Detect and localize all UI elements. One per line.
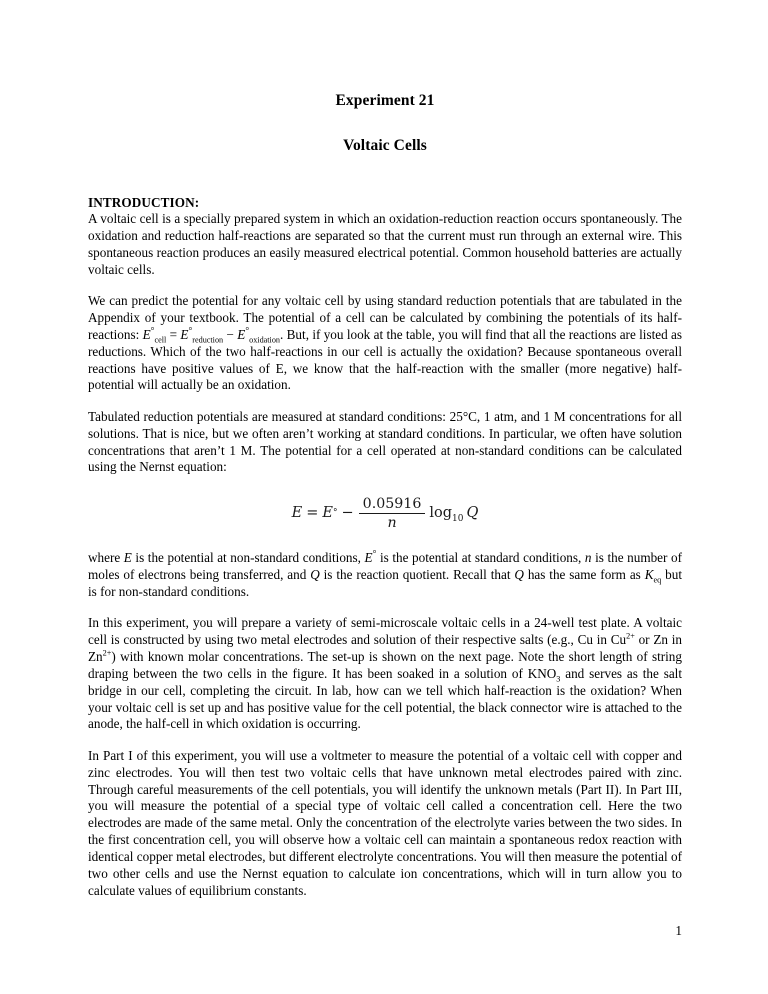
- experiment-title: Experiment 21: [335, 92, 435, 109]
- p2-minus: −: [223, 326, 238, 342]
- p4-var-E-nonstandard: E: [123, 550, 132, 566]
- page-content: [88, 0, 682, 900]
- equation-lhs-E: E: [291, 505, 303, 522]
- p2-subscript-oxidation: oxidation: [249, 335, 280, 345]
- p2-symbol-E-cell: E: [142, 326, 151, 342]
- paragraph-6: In Part I of this experiment, you will use a voltmeter to measure the potential of a voltaic cell with copper and zinc electrodes. You will then test two voltaic cells that have unknown metal electrodes paired with zinc. Through careful measurements of the cell potentials, you will identify the unknown metals (Part II). In Part III, you will measure the potential of a special type of voltaic cell called a concentration cell. Here the two electrodes are made of the same metal. Only the concentration of the electrolyte varies between the two sides. In the first concentration cell, you will observe how a voltaic cell can maintain a spontaneous redox reaction with identical copper metal electrodes, but different electrolyte concentrations. You will then measure the potential of two other cells and use the Nernst equation to calculate ion concentrations, which will in turn allow you to calculate values of equilibrium constants.: [88, 747, 682, 898]
- p5-seg2: or Zn in Zn: [88, 632, 682, 665]
- p2-symbol-E-reduction: E: [180, 326, 189, 342]
- p4-seg3: is the potential at standard conditions,: [376, 550, 585, 566]
- p4-seg5: is the reaction quotient. Recall that: [319, 567, 515, 583]
- paragraph-2: [88, 293, 682, 394]
- p4-seg2: is the potential at non-standard conditions,: [131, 550, 365, 566]
- p2-degree-cell: °: [150, 326, 155, 337]
- nernst-equation-body: E = E ° − $\frac{0.05916}{n}$ $\log_{10}$ Q: [291, 495, 479, 531]
- p2-subscript-cell: cell: [154, 335, 167, 345]
- p4-var-Q-second: Q: [514, 567, 524, 583]
- p4-subscript-eq: eq: [653, 575, 662, 585]
- equation-rhs-E: E: [322, 505, 334, 522]
- p4-var-n: n: [584, 550, 592, 566]
- equation-log-label: log: [429, 505, 452, 522]
- p4-var-K: K: [644, 567, 654, 583]
- paragraph-4: [88, 550, 682, 601]
- p2-subscript-reduction: reduction: [192, 335, 224, 345]
- p4-seg4: is the number of moles of electrons being transferred, and: [88, 550, 682, 583]
- p4-seg7: but is for non-standard conditions.: [88, 567, 682, 599]
- p2-symbol-E-oxidation: E: [237, 326, 246, 342]
- equation-log-term: [429, 505, 464, 525]
- equation-equals-sign: =: [306, 505, 319, 522]
- p5-seg4: and serves as the salt bridge in our cell, completing the circuit. In lab, how can we tell which half-reaction is the oxidation? When your voltaic cell is set up and has positive value for the cell potential, the black connector wire is attached to the anode, the half-cell in which oxidation is occurring.: [88, 665, 683, 732]
- p5-seg1: In this experiment, you will prepare a variety of semi-microscale voltaic cells in a 24-well test plate. A voltaic cell is constructed by using two metal electrodes and solution of their respective salts (e.g., Cu in Cu: [88, 615, 682, 648]
- p5-superscript-cu-2plus: 2+: [626, 631, 635, 641]
- p4-seg6: has the same form as: [523, 567, 645, 583]
- equation-log-base: 10: [452, 514, 464, 525]
- p4-var-Q-first: Q: [310, 567, 320, 583]
- equation-reaction-quotient: Q: [466, 505, 479, 522]
- p4-degree-symbol: °: [372, 549, 377, 560]
- p5-subscript-kno3: 3: [556, 674, 561, 684]
- p4-var-E-standard: E: [364, 550, 373, 566]
- p2-degree-oxidation: °: [245, 326, 250, 337]
- nernst-equation: [88, 490, 682, 536]
- equation-denominator: n: [359, 513, 426, 531]
- paragraph-3: Tabulated reduction potentials are measured at standard conditions: 25°C, 1 atm, and 1 M concentrations for all solutions. That is nice, but we often aren’t working at standard conditions. In particular, we often have solution concentrations that aren’t 1 M. The potential for a cell operated at non-standard conditions can be calculated using the Nernst equation:: [88, 408, 682, 475]
- p2-equals: =: [166, 326, 181, 342]
- p2-period: .: [280, 326, 287, 342]
- p5-superscript-zn-2plus: 2+: [102, 648, 112, 658]
- introduction-heading: INTRODUCTION:: [88, 195, 200, 211]
- p2-degree-reduction: °: [188, 326, 193, 337]
- p2-text-part1: We can predict the potential for any voltaic cell by using standard reduction potentials that are tabulated in the Appendix of your textbook. The potential of a cell can be calculated by combining the potentials of its half-reactions:: [88, 293, 682, 342]
- equation-minus-sign: −: [341, 505, 354, 522]
- page-number: 1: [675, 923, 682, 938]
- p2-text-part2: But, if you look at the table, you will find that all the reactions are listed as reductions. Which of the two half-reactions in our cell is actually the oxidation? Because spontaneous overall reactions have positive values of E, we know that the half-reaction with the smaller (more negative) half-potential will actually be an oxidation.: [88, 326, 683, 393]
- p5-seg3: ) with known molar concentrations. The set-up is shown on the next page. Note the short length of string draping between the two cells in the figure. It has been soaked in a solution of KNO: [88, 649, 682, 681]
- equation-numerator: 0.05916: [362, 495, 422, 512]
- equation-fraction: [361, 496, 424, 531]
- paragraph-5: [88, 615, 682, 733]
- p4-seg1: where: [88, 550, 124, 566]
- intro-paragraph-1: A voltaic cell is a specially prepared system in which an oxidation-reduction reaction occurs spontaneously. The oxidation and reduction half-reactions are separated so that the current must run through an external wire. This spontaneous reaction produces an easily measured electrical potential. Common household batteries are actually voltaic cells.: [88, 211, 682, 277]
- document-subtitle: Voltaic Cells: [343, 136, 427, 154]
